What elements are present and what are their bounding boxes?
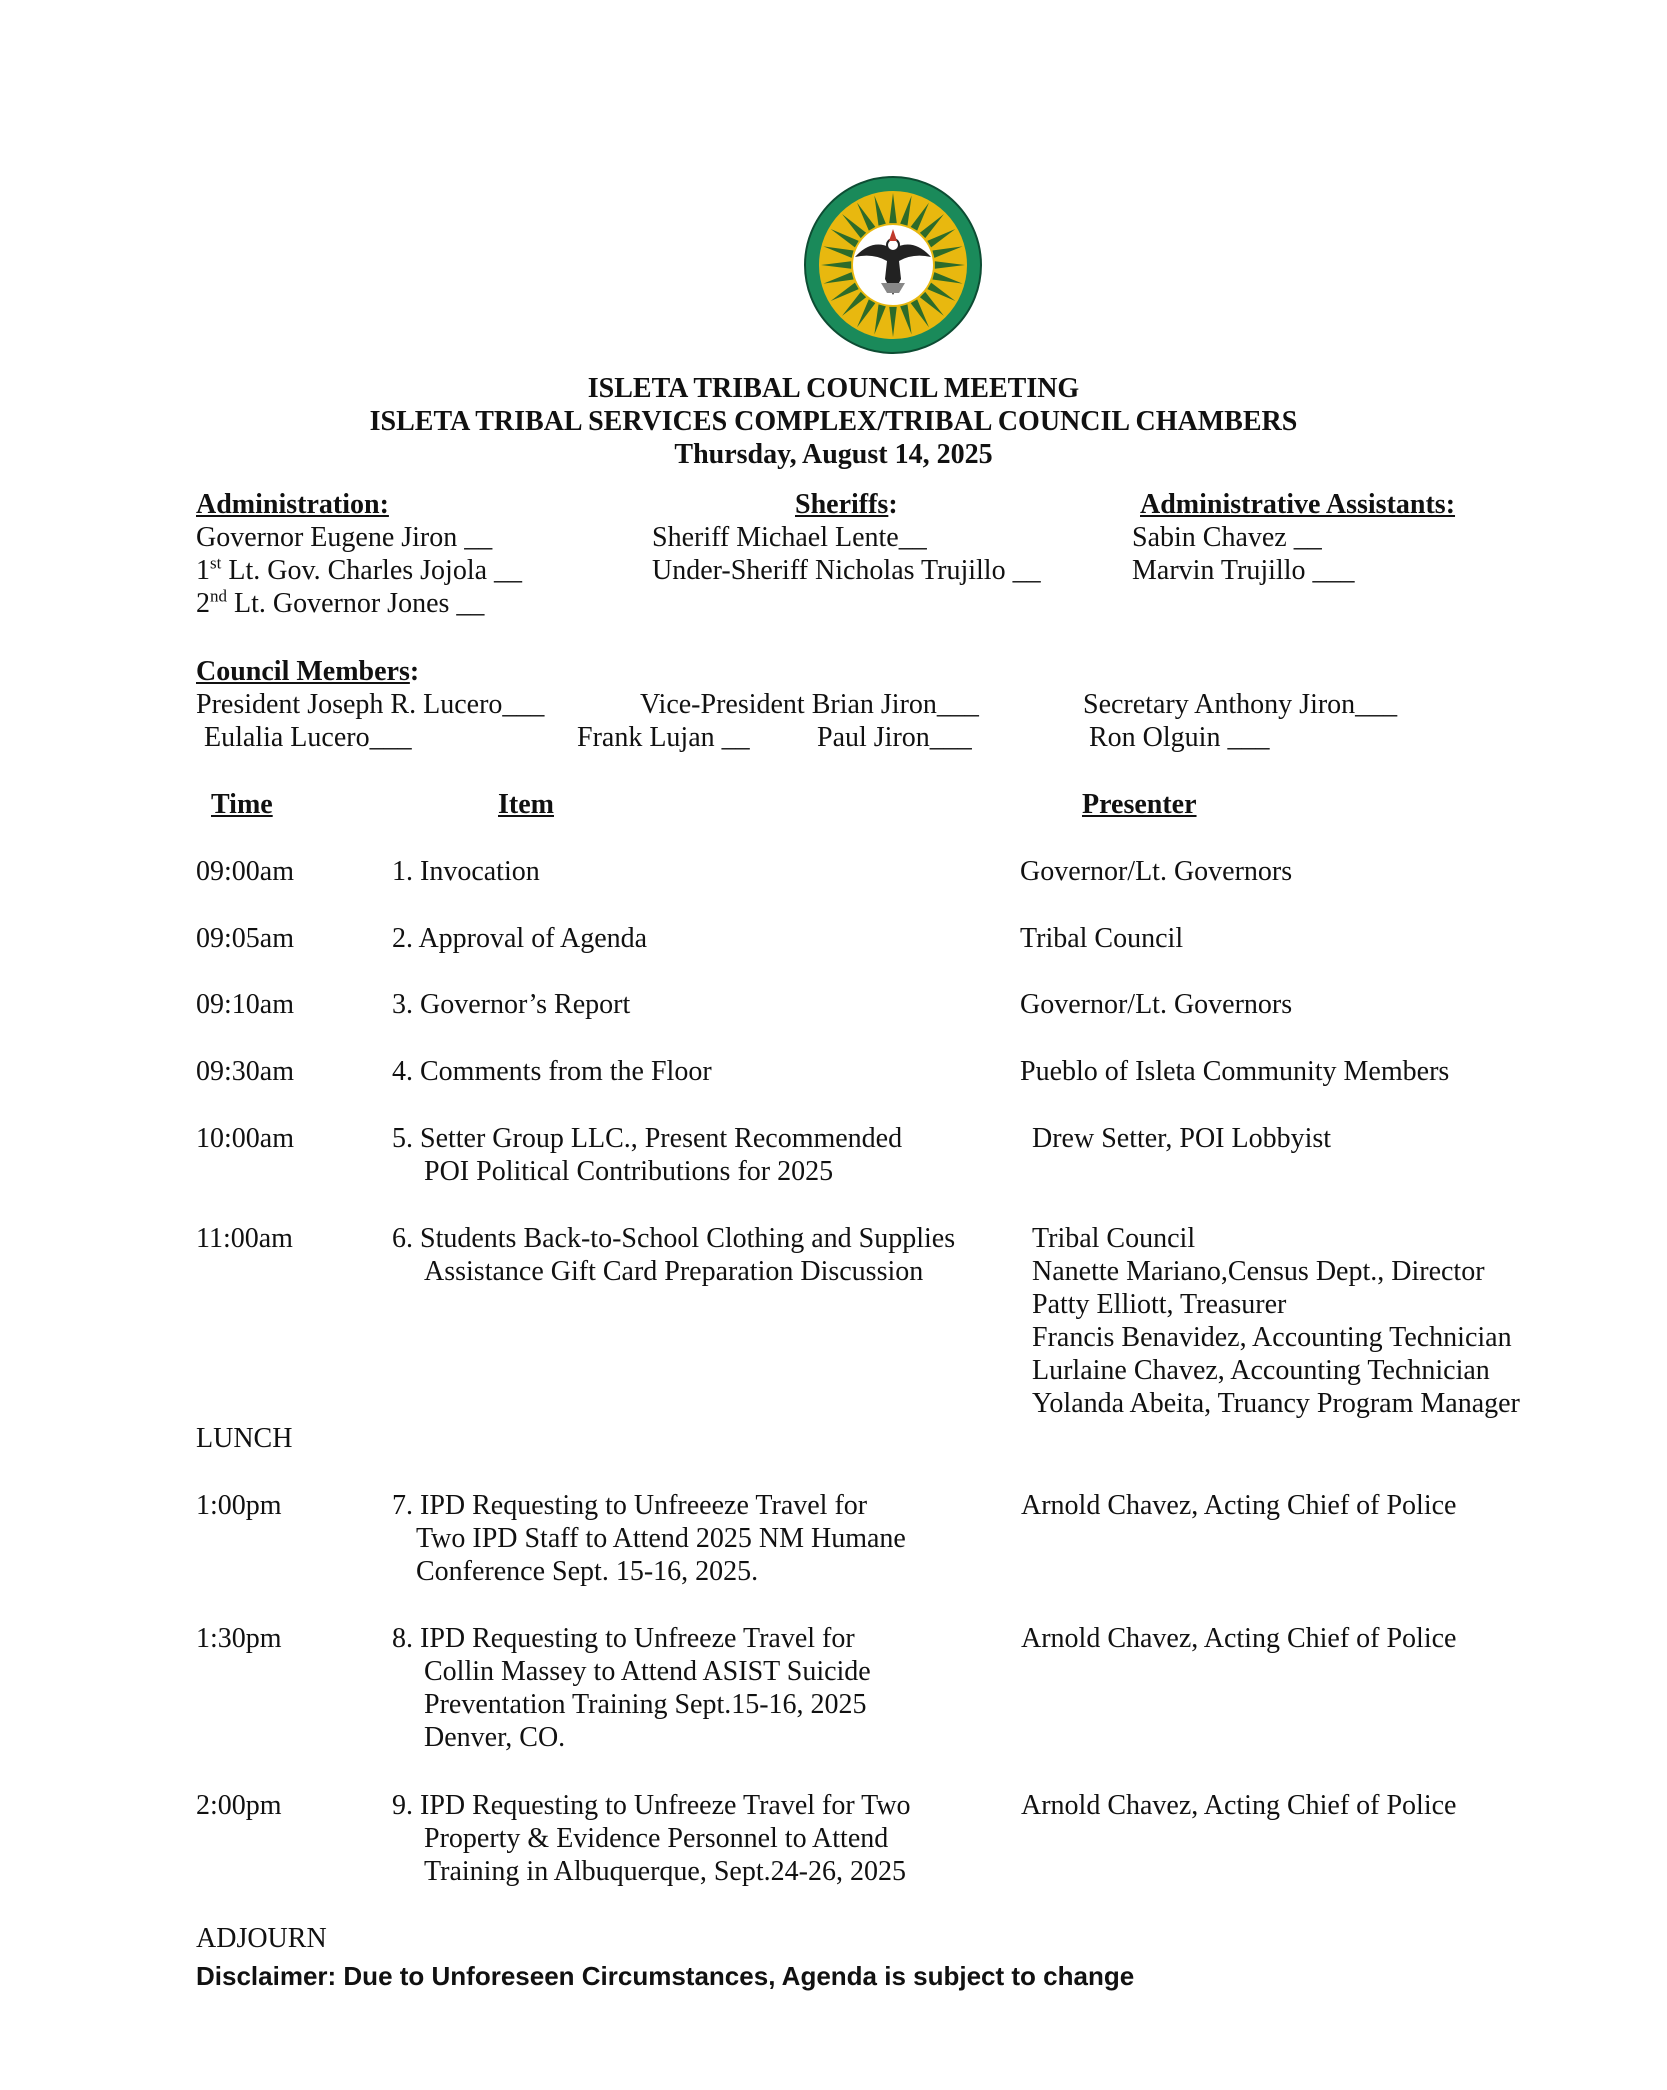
agenda-item: 7. IPD Requesting to Unfreeeze Travel for	[392, 1490, 868, 1521]
agenda-item: 9. IPD Requesting to Unfreeze Travel for Two	[392, 1790, 911, 1821]
council-member: President Joseph R. Lucero___	[196, 689, 545, 720]
agenda-presenter: Arnold Chavez, Acting Chief of Police	[1021, 1790, 1457, 1821]
agenda-header-time: Time	[211, 789, 273, 820]
sheriffs-heading: Sheriffs:	[795, 489, 898, 520]
disclaimer: Disclaimer: Due to Unforeseen Circumstances, Agenda is subject to change	[196, 1961, 1135, 1991]
agenda-presenter: Governor/Lt. Governors	[1020, 989, 1293, 1020]
council-member: Secretary Anthony Jiron___	[1083, 689, 1398, 720]
agenda-item-continued: Property & Evidence Personnel to Attend	[424, 1823, 889, 1854]
agenda-presenter: Yolanda Abeita, Truancy Program Manager	[1032, 1388, 1520, 1419]
assistant-sabin-chavez: Sabin Chavez __	[1132, 522, 1322, 553]
agenda-presenter: Nanette Mariano,Census Dept., Director	[1032, 1256, 1485, 1287]
pueblo-of-isleta-seal-icon	[803, 175, 983, 355]
agenda-item-continued: POI Political Contributions for 2025	[424, 1156, 834, 1187]
administration-governor: Governor Eugene Jiron __	[196, 522, 493, 553]
agenda-item-continued: Assistance Gift Card Preparation Discussion	[424, 1256, 924, 1287]
administration-first-lt-governor: 1st Lt. Gov. Charles Jojola __	[196, 553, 523, 586]
agenda-item: 3. Governor’s Report	[392, 989, 631, 1020]
agenda-header-item: Item	[498, 789, 554, 820]
agenda-item: 6. Students Back-to-School Clothing and Supplies	[392, 1223, 956, 1254]
administration-heading: Administration:	[196, 489, 389, 520]
meeting-location: ISLETA TRIBAL SERVICES COMPLEX/TRIBAL COUNCIL CHAMBERS	[369, 406, 1298, 437]
agenda-time: 1:00pm	[196, 1490, 282, 1521]
agenda-item: 8. IPD Requesting to Unfreeze Travel for	[392, 1623, 855, 1654]
agenda-item: 1. Invocation	[392, 856, 540, 887]
agenda-presenter: Arnold Chavez, Acting Chief of Police	[1021, 1490, 1457, 1521]
agenda-header-presenter: Presenter	[1082, 789, 1197, 820]
agenda-time: 09:05am	[196, 923, 294, 954]
agenda-item: 2. Approval of Agenda	[392, 923, 648, 954]
agenda-presenter: Francis Benavidez, Accounting Technician	[1032, 1322, 1512, 1353]
agenda-presenter: Drew Setter, POI Lobbyist	[1032, 1123, 1332, 1154]
agenda-time: 2:00pm	[196, 1790, 282, 1821]
council-member: Vice-President Brian Jiron___	[640, 689, 979, 720]
agenda-presenter: Arnold Chavez, Acting Chief of Police	[1021, 1623, 1457, 1654]
agenda-presenter: Governor/Lt. Governors	[1020, 856, 1293, 887]
administration-second-lt-governor: 2nd Lt. Governor Jones __	[196, 586, 485, 619]
agenda-time: 10:00am	[196, 1123, 294, 1154]
agenda-item-continued: Denver, CO.	[424, 1722, 566, 1753]
agenda-time: 09:30am	[196, 1056, 294, 1087]
council-member: Eulalia Lucero___	[204, 722, 412, 753]
council-heading: Council Members:	[196, 656, 420, 687]
assistant-marvin-trujillo: Marvin Trujillo ___	[1132, 555, 1355, 586]
agenda-time: 09:10am	[196, 989, 294, 1020]
agenda-presenter: Lurlaine Chavez, Accounting Technician	[1032, 1355, 1490, 1386]
agenda-time: 1:30pm	[196, 1623, 282, 1654]
sheriffs-sheriff: Sheriff Michael Lente__	[652, 522, 927, 553]
agenda-item-continued: Preventation Training Sept.15-16, 2025	[424, 1689, 867, 1720]
agenda-item: 4. Comments from the Floor	[392, 1056, 712, 1087]
agenda-item-continued: Collin Massey to Attend ASIST Suicide	[424, 1656, 871, 1687]
agenda-presenter: Tribal Council	[1020, 923, 1184, 954]
agenda-time: 11:00am	[196, 1223, 293, 1254]
agenda-presenter: Tribal Council	[1032, 1223, 1196, 1254]
agenda-item-continued: Conference Sept. 15-16, 2025.	[416, 1556, 759, 1587]
agenda-presenter: Patty Elliott, Treasurer	[1032, 1289, 1287, 1320]
sheriffs-under-sheriff: Under-Sheriff Nicholas Trujillo __	[652, 555, 1041, 586]
assistants-heading: Administrative Assistants:	[1140, 489, 1456, 520]
agenda-presenter: Pueblo of Isleta Community Members	[1020, 1056, 1450, 1087]
council-member: Frank Lujan __	[577, 722, 750, 753]
agenda-item: 5. Setter Group LLC., Present Recommended	[392, 1123, 903, 1154]
agenda-lunch: LUNCH	[196, 1423, 293, 1454]
meeting-title: ISLETA TRIBAL COUNCIL MEETING	[587, 373, 1080, 404]
agenda-item-continued: Training in Albuquerque, Sept.24-26, 2025	[424, 1856, 906, 1887]
council-member: Ron Olguin ___	[1089, 722, 1270, 753]
agenda-adjourn: ADJOURN	[196, 1923, 327, 1954]
meeting-date: Thursday, August 14, 2025	[674, 439, 993, 470]
agenda-time: 09:00am	[196, 856, 294, 887]
council-member: Paul Jiron___	[817, 722, 972, 753]
agenda-item-continued: Two IPD Staff to Attend 2025 NM Humane	[416, 1523, 906, 1554]
